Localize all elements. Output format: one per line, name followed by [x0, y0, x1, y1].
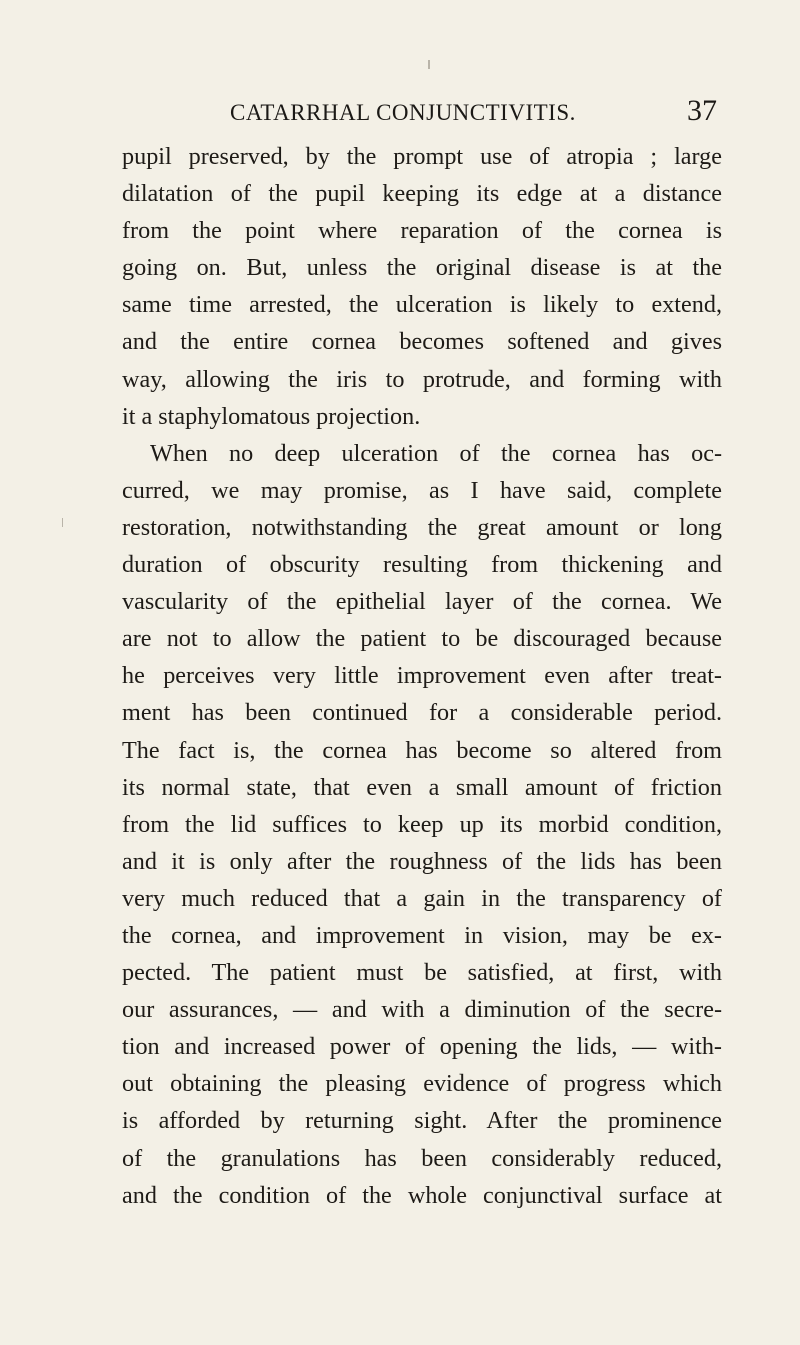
text-line: going on. But, unless the original disease is at the	[122, 254, 722, 282]
text-line: it a staphylomatous projection.	[122, 402, 421, 430]
text-line: restoration, notwithstanding the great amount or long	[122, 513, 722, 541]
chapter-title: CATARRHAL CONJUNCTIVITIS.	[230, 100, 576, 125]
text-line: our assurances, — and with a diminution of the secre-	[122, 996, 722, 1024]
text-line: pupil preserved, by the prompt use of atropia ; large	[122, 143, 722, 170]
text-line: ment has been continued for a considerable period.	[122, 699, 722, 727]
text-line: vascularity of the epithelial layer of the cornea. We	[122, 588, 722, 616]
text-line: are not to allow the patient to be discouraged because	[122, 625, 722, 653]
text-line: from the point where reparation of the cornea is	[122, 217, 722, 245]
page-number: 37	[687, 94, 717, 127]
text-line: is afforded by returning sight. After the prominence	[122, 1107, 722, 1135]
text-line: very much reduced that a gain in the transparency of	[122, 884, 722, 912]
text-line: and the entire cornea becomes softened and gives	[122, 328, 722, 356]
text-line: its normal state, that even a small amount of friction	[122, 773, 722, 801]
running-head	[230, 94, 717, 134]
text-line: and it is only after the roughness of the lids has been	[122, 847, 722, 875]
text-line: from the lid suffices to keep up its morbid condition,	[122, 810, 722, 838]
text-line: curred, we may promise, as I have said, complete	[122, 476, 722, 504]
print-speck	[428, 60, 430, 69]
text-line: pected. The patient must be satisfied, at first, with	[122, 959, 722, 987]
text-line: dilatation of the pupil keeping its edge at a distance	[122, 180, 722, 208]
text-line: he perceives very little improvement even after treat-	[122, 662, 722, 690]
text-line: and the condition of the whole conjunctival surface at	[122, 1181, 722, 1209]
text-line: out obtaining the pleasing evidence of progress which	[122, 1070, 722, 1098]
text-line: of the granulations has been considerably reduced,	[122, 1144, 722, 1172]
text-line: tion and increased power of opening the lids, — with-	[122, 1033, 722, 1061]
text-line: When no deep ulceration of the cornea has oc-	[150, 439, 722, 467]
text-line: duration of obscurity resulting from thickening and	[122, 551, 722, 579]
body-text	[122, 138, 722, 1214]
text-line: The fact is, the cornea has become so altered from	[122, 736, 722, 764]
text-line: way, allowing the iris to protrude, and forming with	[122, 365, 722, 393]
text-line: same time arrested, the ulceration is likely to extend,	[122, 291, 722, 319]
print-speck	[62, 518, 63, 527]
text-line: the cornea, and improvement in vision, may be ex-	[122, 921, 722, 949]
